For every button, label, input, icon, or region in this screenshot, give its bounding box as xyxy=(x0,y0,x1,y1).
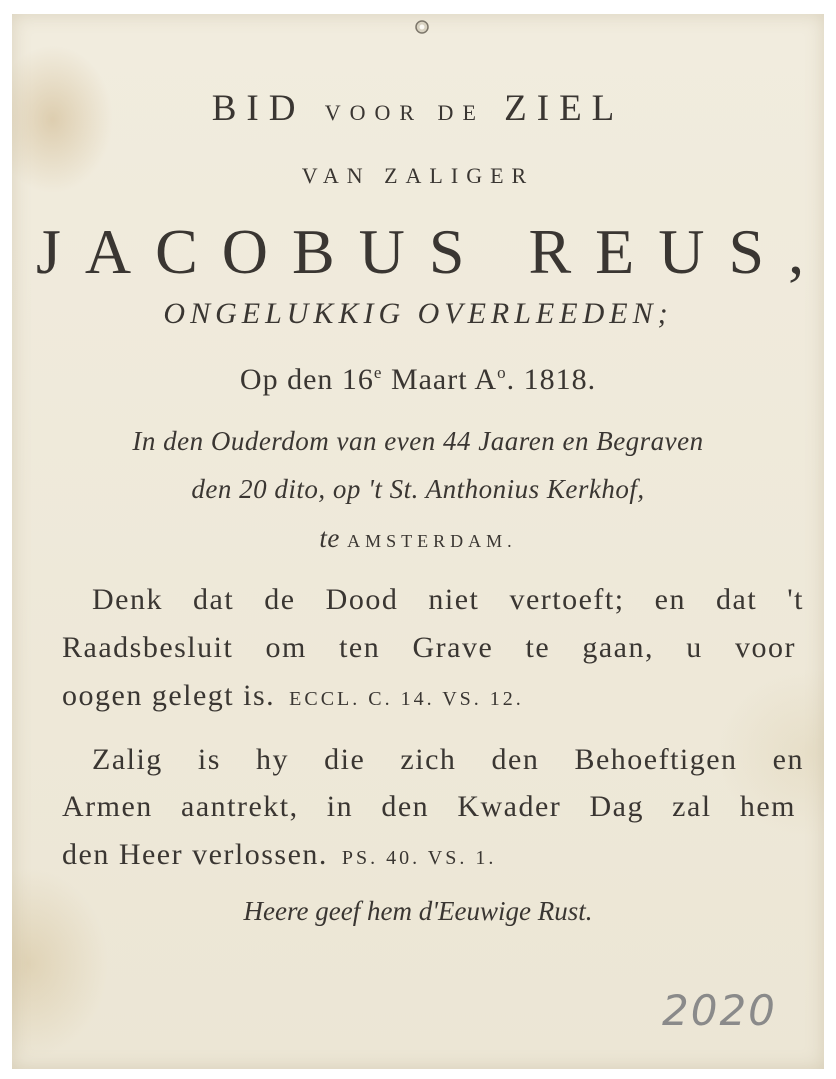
verse1-reference: ECCL. C. 14. VS. 12. xyxy=(289,688,524,710)
word: den xyxy=(491,743,540,776)
death-date xyxy=(0,363,836,397)
place-prefix: te xyxy=(319,523,340,553)
place-city: AMSTERDAM. xyxy=(347,531,517,551)
verse1-text: oogen gelegt is. xyxy=(62,679,276,712)
word: om xyxy=(265,631,307,664)
word: zich xyxy=(400,743,457,776)
word: dat xyxy=(193,583,235,616)
word: Armen xyxy=(62,790,153,823)
verse2-text: den Heer verlossen. xyxy=(62,838,328,871)
verse1-line1 xyxy=(92,583,804,617)
burial-line: den 20 dito, op 't St. Anthonius Kerkhof, xyxy=(191,474,645,504)
word: te xyxy=(525,631,551,664)
word: Raadsbesluit xyxy=(62,631,234,664)
word: Grave xyxy=(412,631,494,664)
age-line: In den Ouderdom van even 44 Jaaren en Begraven xyxy=(132,426,704,456)
header-word-voor-de: VOOR DE xyxy=(324,100,485,125)
word: Zalig xyxy=(92,743,163,776)
word: Kwader xyxy=(457,790,562,823)
verse1-line2 xyxy=(62,631,796,665)
word: aantrekt, xyxy=(181,790,299,823)
word: den xyxy=(381,790,430,823)
verse2-line1 xyxy=(92,743,804,777)
pencil-inventory-number: 2020 xyxy=(662,986,777,1035)
word: ten xyxy=(339,631,381,664)
word: Dag xyxy=(589,790,644,823)
word: dat xyxy=(716,583,758,616)
word: Behoeftigen xyxy=(574,743,738,776)
word: vertoeft; xyxy=(509,583,625,616)
header-line-2: VAN ZALIGER xyxy=(301,163,535,188)
word: en xyxy=(772,743,804,776)
word: die xyxy=(324,743,366,776)
closing-prayer: Heere geef hem d'Eeuwige Rust. xyxy=(243,896,593,926)
word: hem xyxy=(739,790,796,823)
date-prefix: Op den 16 xyxy=(239,363,374,396)
word: niet xyxy=(428,583,480,616)
header-word-bid: BID xyxy=(211,88,306,129)
header-word-ziel: ZIEL xyxy=(504,88,625,129)
verse2-line2 xyxy=(62,790,796,824)
pin-hole-icon xyxy=(412,16,432,36)
place-line xyxy=(0,523,836,554)
verse2-line3 xyxy=(62,838,796,872)
word: gaan, xyxy=(582,631,654,664)
verse1-line3 xyxy=(62,679,796,713)
date-sup: e xyxy=(373,363,383,382)
word: zal xyxy=(672,790,712,823)
word: in xyxy=(326,790,354,823)
word: u xyxy=(686,631,703,664)
date-suffix: . 1818. xyxy=(506,363,597,396)
word: Dood xyxy=(325,583,399,616)
word: hy xyxy=(256,743,290,776)
word: voor xyxy=(734,631,796,664)
header-line-1 xyxy=(0,87,836,130)
subtitle: ONGELUKKIG OVERLEEDEN; xyxy=(163,297,673,330)
word: de xyxy=(264,583,296,616)
word: 't xyxy=(787,583,804,616)
deceased-name: JACOBUS REUS, xyxy=(35,216,829,287)
word: Denk xyxy=(92,583,163,616)
word: en xyxy=(654,583,686,616)
verse2-reference: PS. 40. VS. 1. xyxy=(341,847,497,869)
date-mid: Maart A xyxy=(382,363,498,396)
date-sup2: o xyxy=(497,363,507,382)
word: is xyxy=(197,743,221,776)
